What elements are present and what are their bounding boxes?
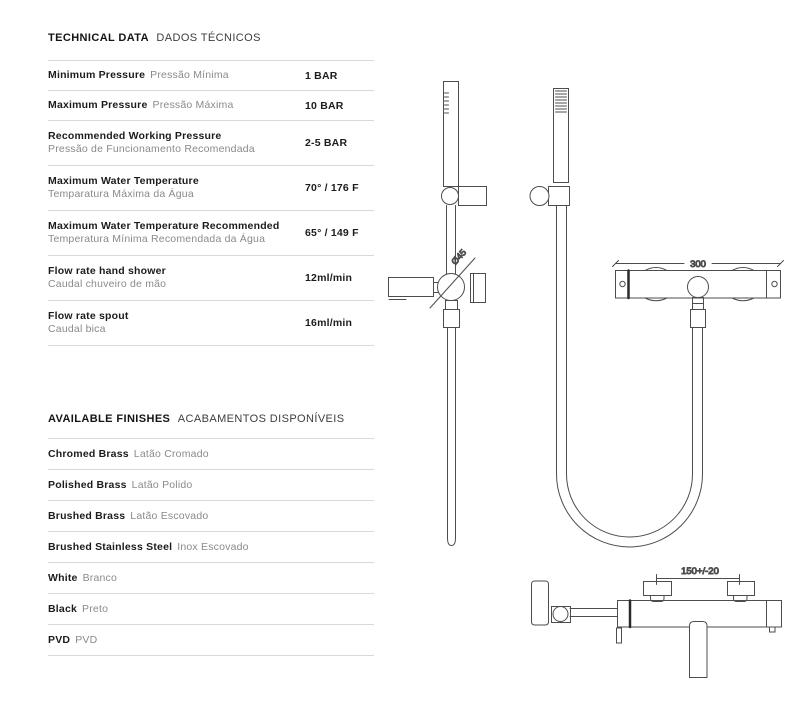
table-row <box>48 300 374 345</box>
hose-right <box>693 328 703 474</box>
finish-label-en: Polished Brass <box>48 478 127 491</box>
available-finishes-title <box>48 413 374 425</box>
diameter-dim-label: Ø45 <box>449 247 469 267</box>
table-row <box>48 120 374 165</box>
diverter-lever <box>617 628 622 643</box>
holder-knob-front <box>553 607 568 622</box>
table-row <box>48 60 374 90</box>
outlet-nut <box>691 310 706 328</box>
table-row <box>48 165 374 210</box>
knob-silhouette-right <box>732 268 754 301</box>
finish-label-en: White <box>48 571 78 584</box>
finish-label-pt: Latão Polido <box>131 478 193 491</box>
row-value: 65° / 149 F <box>305 227 359 239</box>
available-finishes-table <box>48 438 374 656</box>
finish-label-en: PVD <box>48 633 71 646</box>
technical-drawings <box>380 48 792 708</box>
technical-data-title-en: TECHNICAL DATA <box>48 32 149 44</box>
aerator-nub <box>770 627 776 632</box>
finish-row <box>48 500 374 531</box>
row-value: 70° / 176 F <box>305 182 359 194</box>
side-view-drawing <box>389 82 487 546</box>
finish-label-pt: Inox Escovado <box>177 540 249 553</box>
available-finishes-title-en: AVAILABLE FINISHES <box>48 413 171 425</box>
row-value: 10 BAR <box>305 99 344 112</box>
row-value: 1 BAR <box>305 69 338 82</box>
hose-u-inner <box>567 474 693 537</box>
holder-knob <box>530 187 549 206</box>
slider-bracket <box>459 187 487 206</box>
row-label-pt: Pressão Máxima <box>152 99 234 111</box>
finish-row <box>48 562 374 593</box>
valve-body <box>438 274 465 301</box>
finish-row <box>48 438 374 469</box>
knob-silhouette-left <box>645 268 667 301</box>
row-label-en: Maximum Water Temperature Recommended <box>48 220 280 232</box>
bar-side <box>389 278 434 297</box>
slider-knob <box>442 188 459 205</box>
finish-label-en: Brushed Brass <box>48 509 126 522</box>
holder-arm <box>570 609 618 617</box>
finish-label-pt: PVD <box>75 633 98 646</box>
spec-column <box>48 32 374 656</box>
width-dim-label: 300 <box>690 259 706 270</box>
row-label-en: Recommended Working Pressure <box>48 130 222 142</box>
spout <box>690 622 708 678</box>
row-label-en: Flow rate spout <box>48 310 129 322</box>
row-label-en: Maximum Water Temperature <box>48 175 199 187</box>
end-screw-right <box>772 281 777 286</box>
inlet-union-right <box>728 582 755 596</box>
row-label-en: Maximum Pressure <box>48 99 148 111</box>
table-row <box>48 90 374 120</box>
row-label-pt: Temparatura Máxima da Água <box>48 188 194 200</box>
row-value: 12ml/min <box>305 272 353 284</box>
finish-row <box>48 531 374 562</box>
finish-label-pt: Branco <box>82 571 118 584</box>
row-label-pt: Pressão de Funcionamento Recomendada <box>48 143 255 155</box>
finish-label-pt: Latão Escovado <box>130 509 209 522</box>
holder-bracket <box>549 187 570 206</box>
finish-label-en: Chromed Brass <box>48 447 129 460</box>
row-label-en: Flow rate hand shower <box>48 265 166 277</box>
hand-shower-hung <box>532 581 549 625</box>
row-label-pt: Caudal bica <box>48 323 106 335</box>
front-view-drawing <box>530 89 703 547</box>
table-row <box>48 210 374 255</box>
mixer-front-drawing <box>532 566 782 678</box>
table-row <box>48 255 374 300</box>
finish-label-en: Black <box>48 602 78 615</box>
technical-data-table <box>48 60 374 346</box>
technical-data-title-pt: DADOS TÉCNICOS <box>156 32 261 44</box>
spray-face-grid <box>556 91 567 112</box>
end-screw-left <box>620 281 625 286</box>
row-label-pt: Caudal chuveiro de mão <box>48 278 167 290</box>
finish-label-pt: Latão Cromado <box>133 447 209 460</box>
finish-row <box>48 593 374 624</box>
hose-nut-lower <box>444 310 460 328</box>
hose-straight <box>448 328 456 539</box>
inlet-dim-label: 150+/-20 <box>681 566 719 577</box>
finish-label-en: Brushed Stainless Steel <box>48 540 173 553</box>
available-finishes-title-pt: ACABAMENTOS DISPONÍVEIS <box>177 413 345 425</box>
hose-left <box>557 206 567 474</box>
finish-label-pt: Preto <box>82 602 109 615</box>
technical-data-title <box>48 32 374 44</box>
row-value: 16ml/min <box>305 317 353 329</box>
top-view-drawing <box>613 259 784 328</box>
hose-end-cap <box>448 538 456 546</box>
hose-nut-upper <box>446 301 458 310</box>
spray-face-hatch <box>445 93 449 113</box>
finish-row <box>48 624 374 655</box>
row-value: 2-5 BAR <box>305 137 348 149</box>
row-label-en: Minimum Pressure <box>48 69 146 81</box>
finish-row <box>48 469 374 500</box>
knob-side <box>471 274 486 303</box>
hose-outlet-knob <box>688 277 709 298</box>
row-label-pt: Pressão Mínima <box>150 69 229 81</box>
row-label-pt: Temperatura Mínima Recomendada da Água <box>48 233 266 245</box>
inlet-union-left <box>644 582 672 596</box>
